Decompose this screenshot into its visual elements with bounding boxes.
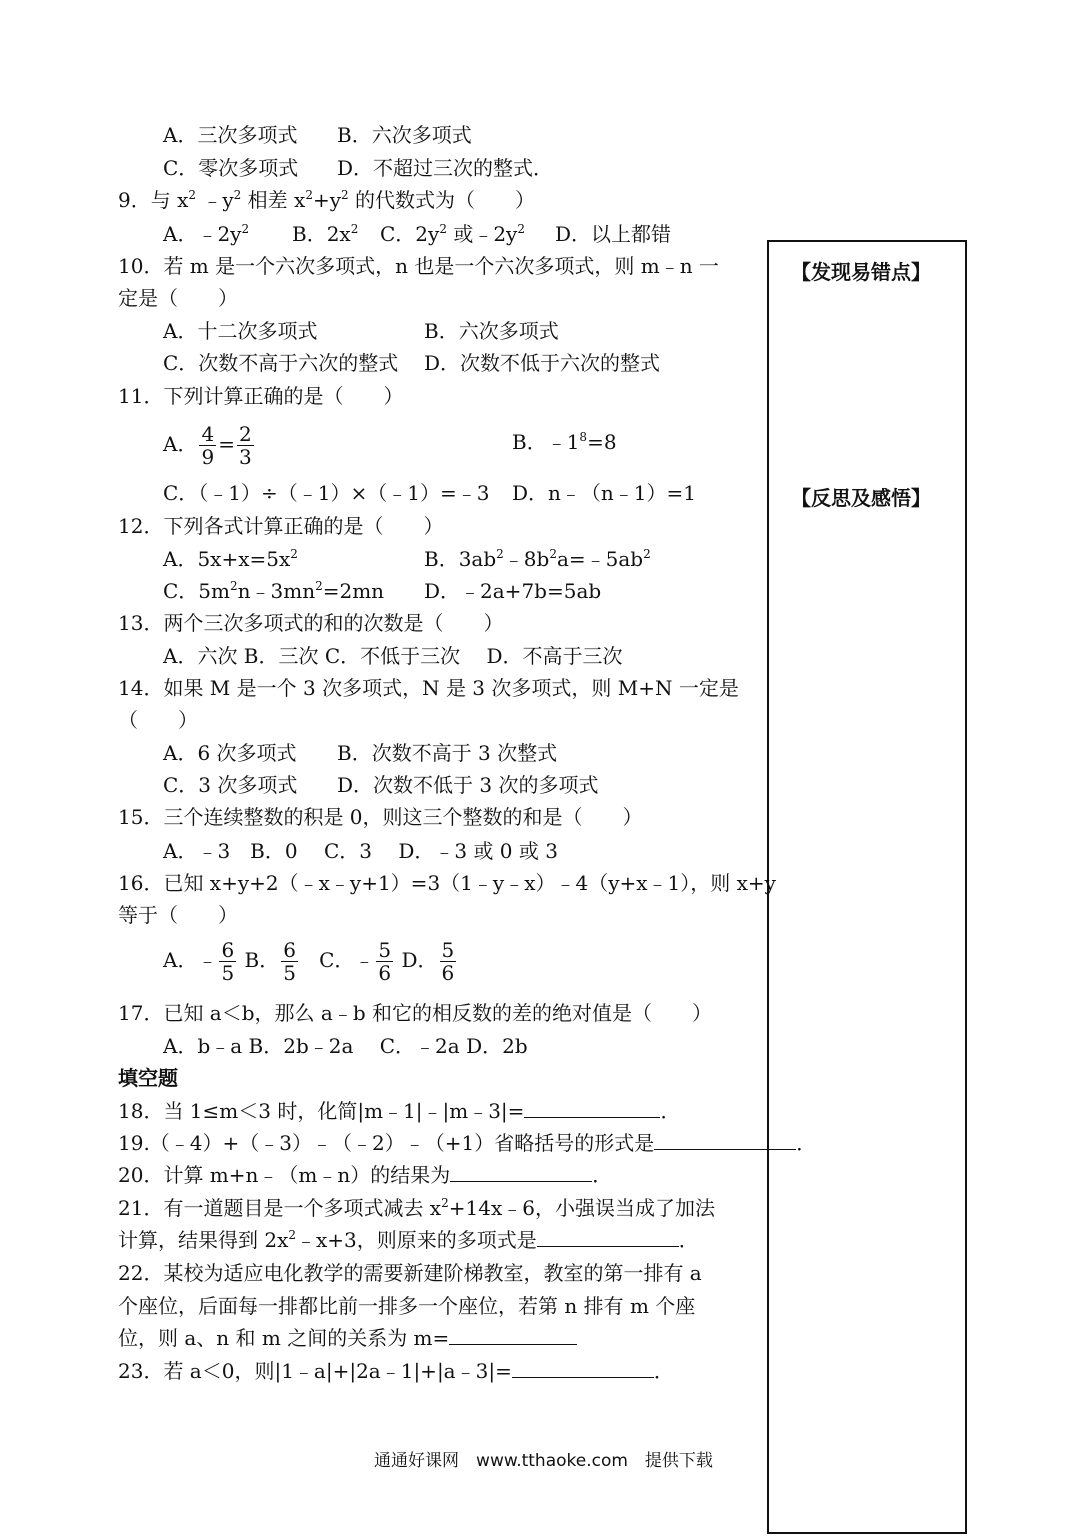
q11-option-a: A． $\frac{4}{9}$ = $\frac{2}{3}$ <box>163 422 252 469</box>
question-14-line1: 14．如果 M 是一个 3 次多项式，N 是 3 次多项式，则 M+N 一定是 <box>118 676 739 700</box>
question-21-line2: 计算，结果得到 $2x^2﹣x+3$，则原来的多项式是 ． <box>118 1228 699 1252</box>
question-9: 9．与 $x^2$ $﹣y^2$ 相差 $x^2+y^2$ 的代数式为（ ） <box>118 188 536 212</box>
q12-option-c: C．$5m^2n﹣3mn^2=2mn$ <box>163 579 385 603</box>
q9-option-d: D．以上都错 <box>555 222 672 246</box>
side-heading-reflection: 【反思及感悟】 <box>791 486 931 510</box>
question-11: 11．下列计算正确的是（ ） <box>118 384 404 408</box>
fraction: $\frac{2}{3}$ <box>238 422 252 469</box>
q10-option-d: D．次数不低于六次的整式 <box>424 351 661 375</box>
question-20: 20．计算 m+n﹣（m﹣n）的结果为 ． <box>118 1163 613 1187</box>
fraction: $\frac{4}{9}$ <box>201 422 215 469</box>
q9-option-c: C．$2y^2$ 或$﹣2y^2$ <box>380 222 525 246</box>
question-22-line1: 22．某校为适应电化教学的需要新建阶梯教室，教室的第一排有 a <box>118 1261 702 1285</box>
q10-option-c: C．次数不高于六次的整式 <box>163 351 399 375</box>
q11-option-d: D．n﹣（n﹣1）=1 <box>512 481 697 505</box>
answer-blank[interactable] <box>512 1359 654 1378</box>
notes-side-panel <box>767 240 967 1534</box>
question-10-line2: 定是（ ） <box>118 286 238 310</box>
q16-options: A．﹣ $\frac{6}{5}$ B． $\frac{6}{5}$ C．﹣ $\frac{5}{6}$ D． $\frac{5}{6}$ <box>163 938 455 985</box>
question-23: 23．若 a＜0，则|1﹣a|+|2a﹣1|+|a﹣3|= ． <box>118 1359 674 1383</box>
page-footer: 通通好课网 www.tthaoke.com 提供下载 <box>374 1451 713 1471</box>
fraction: $\frac{5}{6}$ <box>378 938 392 985</box>
question-10-line1: 10．若 m 是一个六次多项式，n 也是一个六次多项式，则 m﹣n 一 <box>118 254 719 278</box>
q10-option-b: B．六次多项式 <box>424 319 559 343</box>
question-17: 17．已知 a＜b，那么 a﹣b 和它的相反数的差的绝对值是（ ） <box>118 1001 712 1025</box>
question-15: 15．三个连续整数的积是 0，则这三个整数的和是（ ） <box>118 805 643 829</box>
q8-option-d: D．不超过三次的整式． <box>337 156 554 180</box>
question-18: 18．当 1≤m＜3 时，化简|m﹣1|﹣|m﹣3|= ． <box>118 1099 681 1123</box>
answer-blank[interactable] <box>449 1326 577 1345</box>
question-12: 12．下列各式计算正确的是（ ） <box>118 514 444 538</box>
fraction: $\frac{6}{5}$ <box>283 938 296 985</box>
side-heading-mistakes: 【发现易错点】 <box>791 260 931 284</box>
question-22-line3: 位，则 a、n 和 m 之间的关系为 m= <box>118 1326 577 1350</box>
question-16-line1: 16．已知 x+y+2（﹣x﹣y+1）=3（1﹣y﹣x）﹣4（y+x﹣1），则 x+y <box>118 871 776 895</box>
q14-option-c: C．3 次多项式 <box>163 773 298 797</box>
question-19: 19.（﹣4）+（﹣3）﹣（﹣2）﹣（+1）省略括号的形式是 ． <box>118 1131 817 1155</box>
q9-option-a: A．$﹣2y^2$ <box>163 222 250 246</box>
q11-option-b: B．$﹣1^8=8$ <box>512 430 617 454</box>
q8-option-c: C．零次多项式 <box>163 156 299 180</box>
q17-options: A．b﹣a B．2b﹣2a C．﹣2a D．2b <box>163 1034 528 1058</box>
question-21-line1: 21．有一道题目是一个多项式减去 $x^2+14x﹣6$，小强误当成了加法 <box>118 1196 715 1220</box>
q14-option-d: D．次数不低于 3 次的多项式 <box>337 773 599 797</box>
fraction: $\frac{6}{5}$ <box>221 938 235 985</box>
q8-option-a: A．三次多项式 <box>163 123 298 147</box>
answer-blank[interactable] <box>524 1099 660 1118</box>
q10-option-a: A．十二次多项式 <box>163 319 318 343</box>
q13-options: A．六次 B．三次 C．不低于三次 D．不高于三次 <box>163 644 623 668</box>
fraction: $\frac{5}{6}$ <box>441 938 455 985</box>
answer-blank[interactable] <box>450 1163 592 1182</box>
q9-option-b: B．$2x^2$ <box>292 222 359 246</box>
question-22-line2: 个座位，后面每一排都比前一排多一个座位，若第 n 排有 m 个座 <box>118 1294 696 1318</box>
answer-blank[interactable] <box>537 1228 679 1247</box>
q14-option-a: A．6 次多项式 <box>163 741 297 765</box>
question-13: 13．两个三次多项式的和的次数是（ ） <box>118 611 504 635</box>
q12-option-d: D．﹣2a+7b=5ab <box>424 579 602 603</box>
question-14-line2: （ ） <box>118 708 198 732</box>
section-heading-fill-in: 填空题 <box>118 1066 178 1090</box>
q14-option-b: B．次数不高于 3 次整式 <box>337 741 558 765</box>
q8-option-b: B．六次多项式 <box>337 123 472 147</box>
q12-option-a: A．$5x+x=5x^2$ <box>163 547 298 571</box>
question-16-line2: 等于（ ） <box>118 903 238 927</box>
q11-option-c: C．（﹣1）÷（﹣1）×（﹣1）=﹣3 <box>163 481 490 505</box>
q12-option-b: B．$3ab^2﹣8b^2a=﹣5ab^2$ <box>424 547 651 571</box>
q15-options: A．﹣3 B．0 C．3 D．﹣3 或 0 或 3 <box>163 839 558 863</box>
